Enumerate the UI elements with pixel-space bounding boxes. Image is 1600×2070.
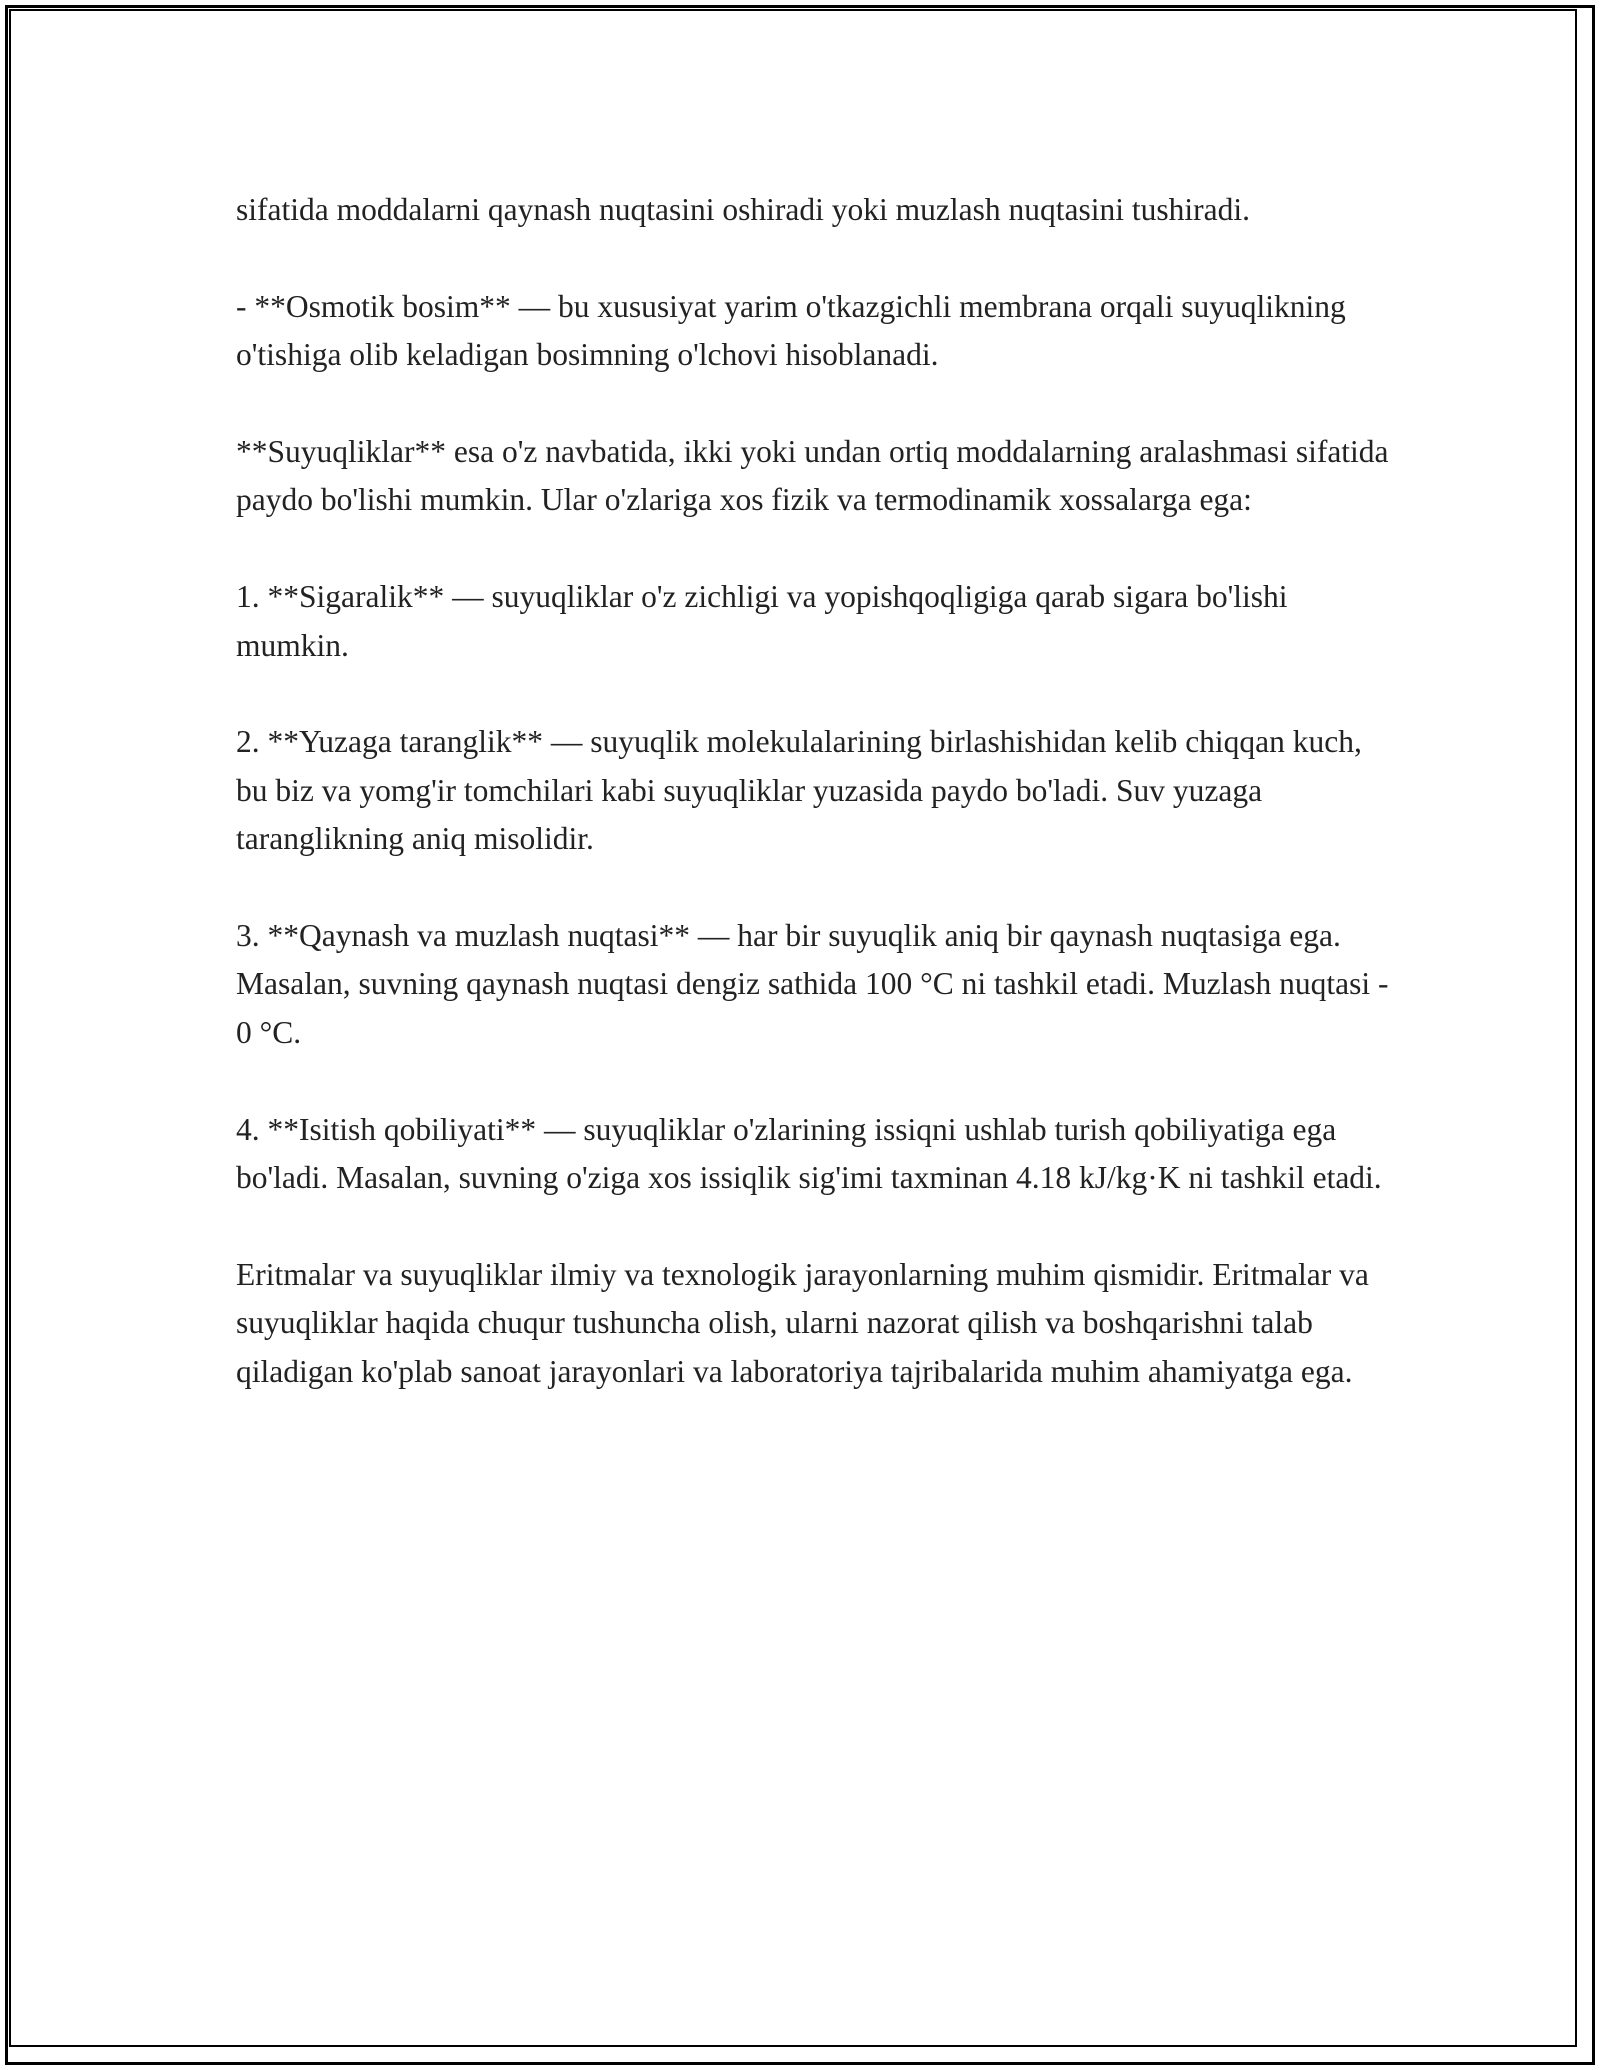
paragraph-continuation: sifatida moddalarni qaynash nuqtasini oshiradi yoki muzlash nuqtasini tushiradi. — [236, 192, 1250, 227]
document-body — [236, 186, 1396, 1444]
list-item-heat-capacity: 4. **Isitish qobiliyati** — suyuqliklar o'zlarining issiqni ushlab turish qobiliyatiga ega bo'ladi. Masalan, suvning o'ziga xos issiqlik sig'imi taxminan 4.18 kJ/kg·K ni tashkil etadi. — [236, 1111, 1382, 1196]
paragraph-osmotic-pressure: - **Osmotik bosim** — bu xususiyat yarim o'tkazgichli membrana orqali suyuqlikning o'tishiga olib keladigan bosimning o'lchovi hisoblanadi. — [236, 288, 1346, 373]
list-item-boiling-freezing: 3. **Qaynash va muzlash nuqtasi** — har bir suyuqlik aniq bir qaynash nuqtasiga ega. Masalan, suvning qaynash nuqtasi dengiz sathida 100 °C ni tashkil etadi. Muzlash nuqtasi - 0 °C. — [236, 918, 1389, 1050]
list-item-surface-tension: 2. **Yuzaga taranglik** — suyuqlik molekulalarining birlashishidan kelib chiqqan kuch, bu biz va yomg'ir tomchilari kabi suyuqliklar yuzasida paydo bo'ladi. Suv yuzaga taranglikning aniq misolidir. — [236, 724, 1362, 857]
paragraph-liquids-intro: **Suyuqliklar** esa o'z navbatida, ikki yoki undan ortiq moddalarning aralashmasi sifatida paydo bo'lishi mumkin. Ular o'zlariga xos fizik va termodinamik xossalarga ega: — [236, 434, 1389, 518]
paragraph-conclusion: Eritmalar va suyuqliklar ilmiy va texnologik jarayonlarning muhim qismidir. Eritmalar va suyuqliklar haqida chuqur tushuncha olish, ularni nazorat qilish va boshqarishni talab qiladigan ko'plab sanoat jarayonlari va laboratoriya tajribalarida muhim ahamiyatga ega. — [236, 1256, 1369, 1389]
list-item-density: 1. **Sigaralik** — suyuqliklar o'z zichligi va yopishqoqligiga qarab sigara bo'lishi mumkin. — [236, 579, 1288, 663]
